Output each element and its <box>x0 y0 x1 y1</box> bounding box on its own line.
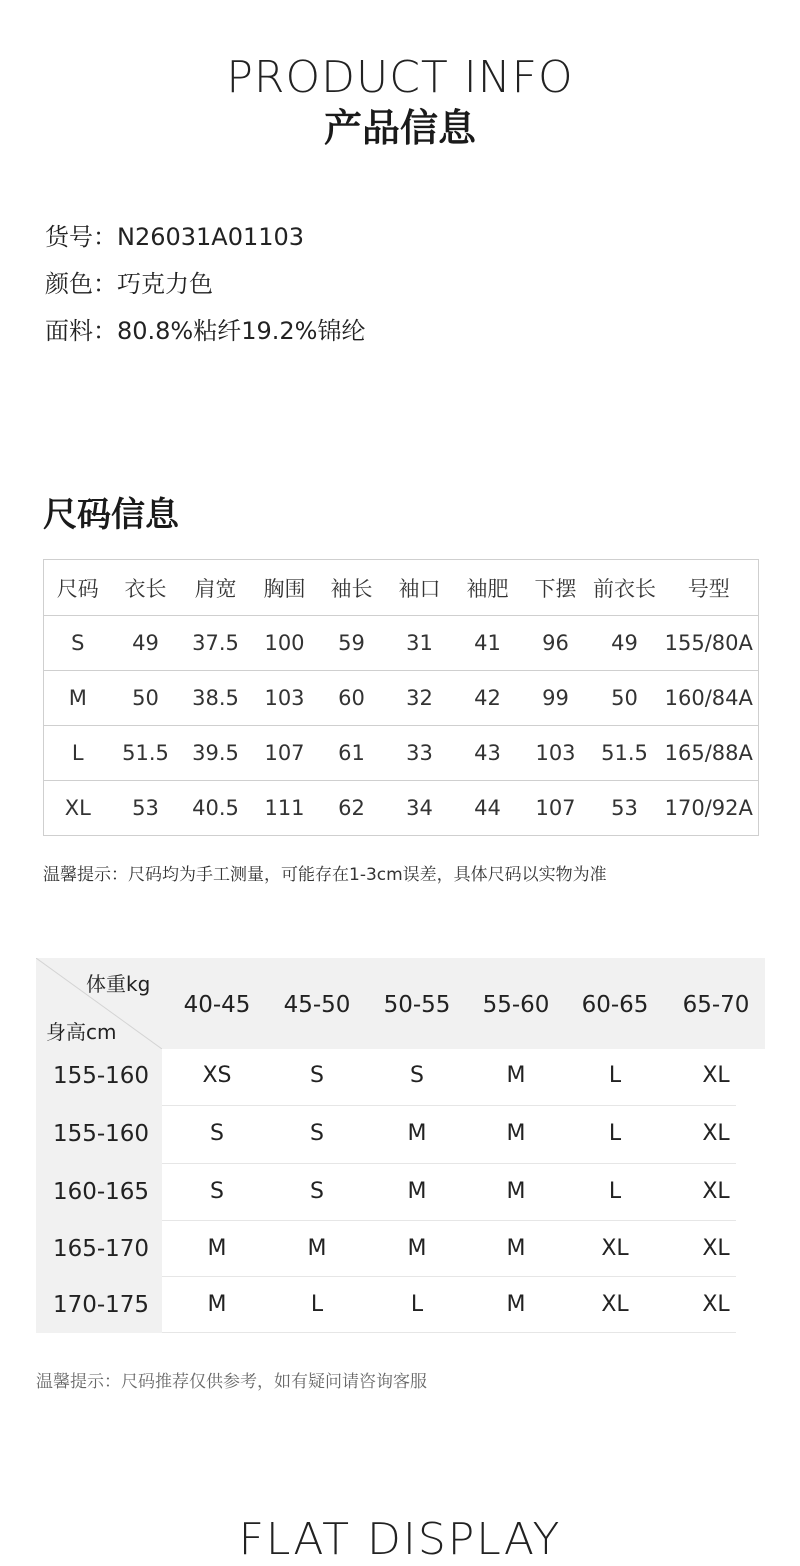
size-value-cell: 32 <box>386 671 454 726</box>
table-row <box>44 671 759 726</box>
product-info-title-cn: 产品信息 <box>323 106 476 150</box>
size-col-header: 肩宽 <box>180 560 252 616</box>
recommended-size-cell: M <box>407 1179 427 1204</box>
recommended-size-cell: M <box>506 1063 526 1088</box>
size-label-cell: L <box>44 726 112 781</box>
size-value-cell: 37.5 <box>180 616 252 671</box>
size-value-cell: 61 <box>318 726 386 781</box>
size-value-cell: 99 <box>522 671 590 726</box>
recommended-size-cell: L <box>608 1121 622 1146</box>
size-value-cell: 39.5 <box>180 726 252 781</box>
size-value-cell: 103 <box>522 726 590 781</box>
size-value-cell: 53 <box>590 781 660 836</box>
size-label-cell: XL <box>44 781 112 836</box>
recommended-size-cell: M <box>207 1292 227 1317</box>
height-range-header: 155-160 <box>52 1063 150 1089</box>
size-value-cell: 43 <box>454 726 522 781</box>
size-value-cell: 59 <box>318 616 386 671</box>
size-table-header <box>44 560 759 616</box>
size-value-cell: 42 <box>454 671 522 726</box>
recommended-size-cell: S <box>310 1121 324 1146</box>
recommended-size-cell: XL <box>601 1236 629 1261</box>
recommended-size-cell: XL <box>601 1292 629 1317</box>
size-label-cell: S <box>44 616 112 671</box>
recommended-size-cell: S <box>310 1063 324 1088</box>
size-value-cell: 170/92A <box>660 781 759 836</box>
size-value-cell: 53 <box>112 781 180 836</box>
recommended-size-cell: L <box>410 1292 424 1317</box>
size-value-cell: 96 <box>522 616 590 671</box>
recommended-size-cell: M <box>207 1236 227 1261</box>
recommended-size-cell: M <box>506 1179 526 1204</box>
recommended-size-cell: M <box>506 1121 526 1146</box>
height-range-header: 170-175 <box>52 1292 150 1318</box>
recommended-size-cell: M <box>307 1236 327 1261</box>
size-value-cell: 160/84A <box>660 671 759 726</box>
size-value-cell: 51.5 <box>590 726 660 781</box>
weight-range-header: 45-50 <box>283 992 351 1018</box>
size-col-header: 袖长 <box>318 560 386 616</box>
size-value-cell: 50 <box>112 671 180 726</box>
weight-range-header: 40-45 <box>183 992 251 1018</box>
product-info-title-en: PRODUCT INFO <box>226 52 574 103</box>
size-value-cell: 103 <box>252 671 318 726</box>
flat-display-title: FLAT DISPLAY <box>238 1514 562 1565</box>
recommended-size-cell: M <box>407 1121 427 1146</box>
table-row <box>44 726 759 781</box>
size-label-cell: M <box>44 671 112 726</box>
size-value-cell: 62 <box>318 781 386 836</box>
size-col-header: 号型 <box>660 560 759 616</box>
size-value-cell: 40.5 <box>180 781 252 836</box>
size-col-header: 尺码 <box>44 560 112 616</box>
measurement-note: 温馨提示：尺码均为手工测量，可能存在1-3cm误差，具体尺码以实物为准 <box>43 865 607 885</box>
sku-line: 货号：N26031A01103 <box>45 223 305 251</box>
recommended-size-cell: S <box>210 1179 224 1204</box>
recommended-size-cell: M <box>506 1236 526 1261</box>
size-value-cell: 100 <box>252 616 318 671</box>
row-divider <box>162 1276 736 1277</box>
size-value-cell: 155/80A <box>660 616 759 671</box>
recommended-size-cell: S <box>410 1063 424 1088</box>
size-value-cell: 41 <box>454 616 522 671</box>
height-range-header: 160-165 <box>52 1179 150 1205</box>
size-value-cell: 50 <box>590 671 660 726</box>
recommendation-note: 温馨提示：尺码推荐仅供参考，如有疑问请咨询客服 <box>36 1372 427 1392</box>
recommended-size-cell: L <box>608 1063 622 1088</box>
weight-range-header: 55-60 <box>482 992 550 1018</box>
size-col-header: 袖肥 <box>454 560 522 616</box>
weight-axis-label: 体重kg <box>86 972 151 996</box>
recommended-size-cell: XL <box>702 1063 730 1088</box>
size-value-cell: 38.5 <box>180 671 252 726</box>
recommended-size-cell: L <box>608 1179 622 1204</box>
recommended-size-cell: XS <box>202 1063 232 1088</box>
size-info-title: 尺码信息 <box>43 495 179 535</box>
table-corner-header <box>36 958 162 1049</box>
size-value-cell: 60 <box>318 671 386 726</box>
size-col-header: 前衣长 <box>590 560 660 616</box>
weight-range-header: 50-55 <box>383 992 451 1018</box>
size-col-header: 衣长 <box>112 560 180 616</box>
recommended-size-cell: S <box>210 1121 224 1146</box>
recommended-size-cell: S <box>310 1179 324 1204</box>
recommended-size-cell: L <box>310 1292 324 1317</box>
recommended-size-cell: XL <box>702 1236 730 1261</box>
size-value-cell: 107 <box>252 726 318 781</box>
size-value-cell: 51.5 <box>112 726 180 781</box>
product-info-list <box>45 214 365 355</box>
size-value-cell: 44 <box>454 781 522 836</box>
fabric-line: 面料：80.8%粘纤19.2%锦纶 <box>45 317 366 345</box>
size-value-cell: 34 <box>386 781 454 836</box>
color-line: 颜色：巧克力色 <box>45 270 213 298</box>
size-value-cell: 107 <box>522 781 590 836</box>
height-range-header: 165-170 <box>52 1236 150 1262</box>
row-divider <box>162 1163 736 1164</box>
size-value-cell: 111 <box>252 781 318 836</box>
size-value-cell: 165/88A <box>660 726 759 781</box>
row-divider <box>162 1220 736 1221</box>
size-col-header: 下摆 <box>522 560 590 616</box>
size-recommendation-table <box>36 958 765 1333</box>
size-value-cell: 49 <box>590 616 660 671</box>
recommended-size-cell: XL <box>702 1179 730 1204</box>
size-col-header: 袖口 <box>386 560 454 616</box>
table-row <box>44 781 759 836</box>
row-divider <box>162 1105 736 1106</box>
recommended-size-cell: M <box>506 1292 526 1317</box>
height-axis-label: 身高cm <box>46 1020 117 1044</box>
size-table <box>43 559 759 836</box>
size-col-header: 胸围 <box>252 560 318 616</box>
recommended-size-cell: XL <box>702 1292 730 1317</box>
weight-range-header: 65-70 <box>682 992 750 1018</box>
size-value-cell: 31 <box>386 616 454 671</box>
weight-range-header: 60-65 <box>581 992 649 1018</box>
size-value-cell: 49 <box>112 616 180 671</box>
height-range-header: 155-160 <box>52 1121 150 1147</box>
recommended-size-cell: XL <box>702 1121 730 1146</box>
recommended-size-cell: M <box>407 1236 427 1261</box>
size-value-cell: 33 <box>386 726 454 781</box>
table-row <box>44 616 759 671</box>
row-divider <box>162 1332 736 1333</box>
